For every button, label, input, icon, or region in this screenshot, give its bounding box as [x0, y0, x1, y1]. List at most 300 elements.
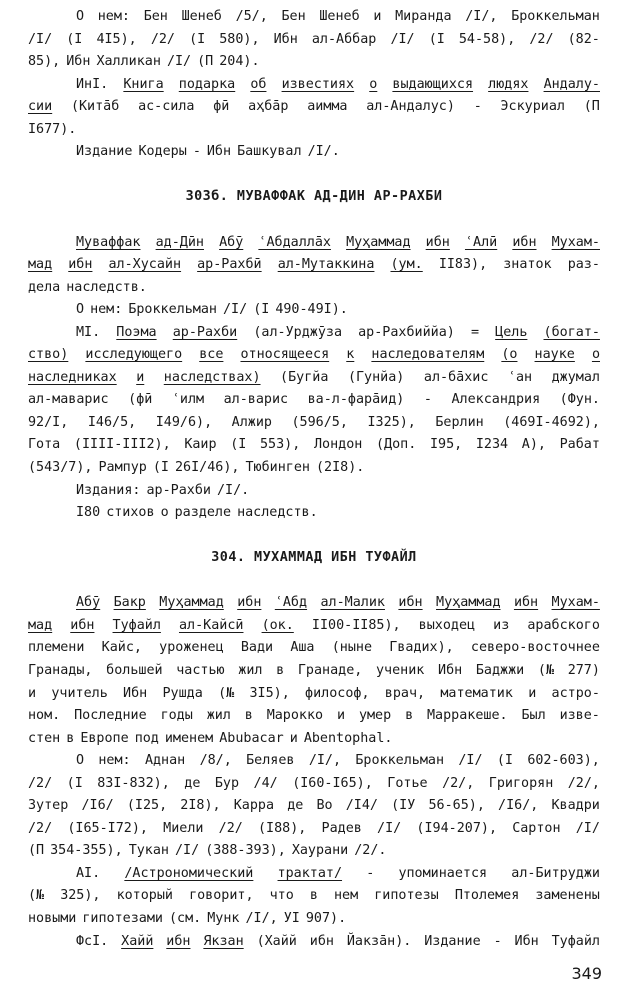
word: I677).	[28, 121, 77, 137]
word: ибн	[70, 617, 95, 633]
word: II83),	[438, 257, 488, 273]
word: арабского	[527, 617, 600, 633]
word: ал-варис	[223, 392, 289, 408]
word: А),	[521, 437, 546, 453]
word: ад-Дӣн	[155, 234, 204, 250]
word: (см.	[169, 911, 202, 926]
word: Сартон	[512, 820, 561, 836]
word: (ал-Урджӯза	[253, 324, 343, 340]
word: Abentophal.	[303, 730, 393, 746]
word: (I65-I72),	[67, 820, 148, 836]
word: (I	[66, 31, 83, 47]
word: 602-603),	[527, 753, 600, 769]
word: нем:	[97, 9, 130, 24]
word: ство)	[28, 347, 69, 363]
word: жил	[206, 708, 231, 724]
word: астро-	[551, 685, 600, 701]
text-line	[28, 51, 600, 73]
word: (ок.	[261, 617, 294, 633]
word: II00-II85),	[311, 617, 401, 633]
text-line	[28, 592, 600, 614]
word: 56-65),	[428, 798, 485, 814]
word: (Китāб	[70, 99, 120, 115]
word: ʿАбд	[274, 595, 308, 611]
word: Марокко	[266, 708, 324, 724]
word: мад	[28, 257, 53, 273]
word: (I60-I65),	[292, 775, 373, 791]
word: -	[473, 99, 482, 115]
word: /I4/	[345, 798, 378, 814]
word: Последние	[74, 708, 147, 724]
word: известиях	[281, 76, 355, 92]
word: (I25,	[126, 798, 168, 814]
word: Туфайл	[112, 617, 161, 633]
word: (о	[501, 347, 518, 363]
word: ар-Рахби	[172, 324, 238, 340]
word: Мухам-	[551, 234, 600, 250]
word: /I/,	[465, 9, 498, 24]
word: Во	[316, 798, 333, 814]
word: I49/6),	[155, 414, 213, 430]
word: врач,	[384, 685, 426, 701]
word: /I/	[223, 302, 248, 318]
blank-line	[28, 525, 600, 547]
word: Ибн	[66, 54, 91, 70]
text-line	[28, 322, 600, 344]
text-line	[28, 254, 600, 276]
word: о	[160, 505, 169, 521]
word: стен	[28, 730, 61, 746]
text-line	[28, 434, 600, 456]
word: что	[269, 888, 294, 904]
word: (2I8).	[316, 460, 365, 475]
text-line	[28, 818, 600, 840]
word: Миранда	[395, 9, 452, 24]
word: (№	[537, 662, 555, 678]
word: Поэма	[116, 324, 157, 340]
word: /2/.	[354, 843, 387, 859]
word: племени	[28, 640, 85, 656]
word: ʿАлӣ	[464, 234, 498, 250]
word: ал-Мутаккина	[277, 257, 375, 273]
word: джумал	[551, 369, 600, 385]
word: Берлин	[435, 414, 484, 430]
word: /I/.	[217, 482, 250, 498]
word: заменены	[535, 888, 600, 904]
word: о	[591, 347, 600, 363]
word: (П	[28, 843, 45, 859]
blank-line	[28, 209, 600, 231]
word: Готье	[387, 775, 428, 791]
word: ибн	[513, 595, 539, 611]
text-line	[28, 412, 600, 434]
word: ал-бāхиc	[423, 369, 489, 385]
text-line	[28, 750, 600, 772]
word: /2/	[28, 775, 53, 791]
word: /I/,	[308, 753, 342, 769]
word: ал-Кайсӣ	[178, 617, 244, 633]
word: Карра	[233, 798, 275, 814]
word: фӣ	[213, 99, 230, 115]
word: Туфайл	[551, 933, 600, 949]
text-line	[28, 480, 600, 502]
word: выдающихся	[392, 76, 474, 92]
word: /I/	[28, 31, 53, 47]
word: Аднан	[144, 753, 186, 769]
word: /I6/,	[498, 798, 539, 814]
word: Бакр	[113, 595, 146, 611]
word: (469I-4692),	[503, 414, 600, 430]
word: аимма	[307, 99, 348, 115]
word: Бур	[214, 775, 240, 791]
word: и	[373, 9, 382, 24]
word: новыми	[28, 911, 77, 926]
word: (П	[197, 54, 214, 70]
word: Мухам-	[551, 595, 600, 611]
text-line	[28, 344, 600, 366]
word: О	[76, 753, 85, 769]
text-line	[28, 660, 600, 682]
word: /2/	[218, 820, 243, 836]
word: 277)	[567, 662, 600, 678]
word: (IУ	[391, 798, 416, 814]
word: и	[528, 685, 537, 701]
word: ва-л-фарāид)	[307, 392, 405, 408]
text-line	[28, 931, 600, 953]
word: АI.	[76, 865, 101, 881]
word: (82-	[567, 31, 600, 47]
word: Мунк	[207, 911, 240, 926]
word: Броккельман	[355, 753, 445, 769]
word: =	[470, 324, 480, 340]
text-line	[28, 457, 600, 479]
word: (№	[218, 685, 235, 701]
word: Ибн	[438, 662, 463, 678]
word: и	[289, 730, 298, 746]
word: ар-Рахбӣ	[197, 257, 262, 273]
word: в	[244, 708, 253, 724]
word: ибн	[512, 234, 537, 250]
word: частью	[176, 662, 225, 678]
word: 580),	[219, 31, 260, 47]
word: Птолемея	[454, 888, 520, 904]
word: Башкувал	[237, 144, 302, 160]
text-line	[28, 885, 600, 907]
word: 85),	[28, 54, 61, 70]
word: О	[76, 9, 85, 24]
word: гипотезами	[82, 911, 163, 926]
word: гипотезы	[374, 888, 439, 904]
word: людях	[488, 76, 529, 92]
word: Ибн	[206, 144, 232, 160]
word: Якзан	[203, 933, 244, 949]
word: Броккельман	[128, 302, 217, 318]
word: /2/	[28, 820, 53, 836]
word: Хайй	[121, 933, 154, 949]
word: Тюбинген	[245, 460, 310, 475]
text-line	[28, 615, 600, 637]
text-line	[28, 119, 600, 141]
word: сии	[28, 99, 53, 115]
word: 204).	[219, 54, 260, 70]
word: 54-58),	[458, 31, 516, 47]
word: ибн	[166, 933, 191, 949]
word: трактат/	[277, 865, 343, 881]
word: в	[66, 730, 75, 746]
word: -	[366, 865, 375, 881]
word: (I	[189, 31, 206, 47]
word: Ибн	[514, 933, 539, 949]
word: Зутер	[28, 798, 69, 814]
word: большей	[106, 662, 163, 678]
text-line	[28, 389, 600, 411]
word: Abubacar	[219, 730, 284, 746]
word: /2/	[529, 31, 554, 47]
word: в	[309, 888, 318, 904]
word: Муҳаммад	[159, 595, 224, 611]
word: ʿАбдаллāх	[258, 234, 331, 250]
text-line	[28, 141, 600, 163]
word: 83I-832),	[97, 775, 170, 791]
word: (ум.	[390, 257, 423, 273]
text-line	[28, 728, 600, 750]
text-line	[28, 367, 600, 389]
word: Григорян	[488, 775, 554, 791]
word: Баджжи	[475, 662, 525, 678]
word: де	[287, 798, 304, 814]
page-number: 349	[571, 964, 602, 983]
word: (богат-	[543, 324, 600, 340]
word: (I94-207),	[416, 820, 498, 836]
word: (Доп.	[376, 437, 417, 453]
word: наследователям	[371, 347, 485, 363]
word: УI	[283, 911, 300, 926]
word: /I/	[458, 753, 483, 769]
word: Гранады,	[28, 662, 93, 678]
word: (596/5,	[291, 414, 348, 430]
word: (543/7),	[28, 460, 93, 475]
word: /2/	[150, 31, 175, 47]
word: /Астрономический	[124, 865, 254, 881]
section-heading: 303б. МУВАФФАК АД-ДИН АР-РАХБИ	[185, 189, 443, 205]
word: Ибн	[123, 685, 148, 701]
word: жил	[238, 662, 263, 678]
word: (Гунйа)	[347, 369, 405, 385]
text-line	[28, 74, 600, 96]
word: Хаурани	[291, 843, 349, 859]
word: знаток	[503, 257, 552, 273]
word: наследниках	[28, 369, 117, 385]
word: ар-Рахби	[146, 482, 211, 498]
word: -	[423, 392, 432, 408]
word: наследствах)	[163, 369, 261, 385]
word: (фӣ	[128, 392, 153, 408]
word: Абӯ	[219, 234, 244, 250]
word: Бен	[143, 9, 168, 24]
word: Йакзāн).	[346, 933, 412, 949]
word: ас-сила	[138, 99, 195, 115]
word: I46/5,	[87, 414, 137, 430]
word: /I/	[390, 31, 415, 47]
word: (I	[152, 460, 169, 475]
word: выходец	[418, 617, 476, 633]
word: ибн	[68, 257, 93, 273]
word: упоминается	[398, 865, 488, 881]
word: об	[250, 76, 267, 92]
word: Шенеб	[319, 9, 360, 24]
word: -	[493, 933, 502, 949]
word: Миели	[163, 820, 204, 836]
word: I95,	[429, 437, 463, 453]
word: наследств.	[237, 505, 318, 521]
word: ИнI.	[76, 76, 109, 92]
word: северо-восточнее	[470, 640, 600, 656]
text-line	[28, 863, 600, 885]
word: /I6/	[81, 798, 114, 814]
word: /8/,	[199, 753, 232, 769]
text-line	[28, 773, 600, 795]
word: учитель	[51, 685, 108, 701]
word: 2I8),	[180, 798, 221, 814]
word: ученик	[376, 662, 425, 678]
word: /I/.	[307, 144, 340, 160]
word: (П	[583, 99, 600, 115]
text-line	[28, 232, 600, 254]
word: Цель	[495, 324, 528, 340]
word: ибн	[237, 595, 262, 611]
word: наследств.	[66, 279, 147, 295]
word: Каир	[184, 437, 217, 453]
word: ʿилм	[171, 392, 205, 408]
word: в	[405, 708, 414, 724]
word: 354-355),	[50, 843, 123, 859]
word: I325),	[367, 414, 416, 430]
word: нем:	[90, 302, 123, 318]
word: Муҳаммад	[436, 595, 501, 611]
word: (Бугйа	[280, 369, 329, 385]
word: (I	[428, 31, 445, 47]
text-line	[28, 637, 600, 659]
word: Гвадих),	[389, 640, 454, 656]
word: Муҳаммад	[346, 234, 411, 250]
word: (I	[496, 753, 513, 769]
word: 92/I,	[28, 414, 69, 430]
word: Муваффак	[76, 234, 141, 250]
word: умер	[358, 708, 392, 724]
word: к	[346, 347, 355, 363]
word: Гранаде,	[297, 662, 363, 678]
word: /I/,	[245, 911, 278, 926]
word: Европе	[80, 730, 129, 746]
word: Абӯ	[76, 595, 101, 611]
word: Лондон	[313, 437, 363, 453]
text-line	[28, 502, 600, 524]
word: который	[116, 888, 173, 904]
word: /I/	[175, 843, 200, 859]
word: науке	[534, 347, 575, 363]
word: /5/,	[235, 9, 268, 24]
word: в	[276, 662, 285, 678]
word: Ибн	[273, 31, 298, 47]
word: О	[76, 302, 85, 318]
word: Издание	[76, 144, 133, 160]
word: и	[337, 708, 346, 724]
word: 3I5),	[249, 685, 290, 701]
word: (Хайй	[256, 933, 297, 949]
word: ал-Битруджи	[511, 865, 600, 881]
word: МI.	[76, 324, 101, 340]
word: (Фун.	[559, 392, 600, 408]
text-line	[28, 277, 600, 299]
word: 907).	[305, 911, 347, 926]
word: ал-Малик	[320, 595, 385, 611]
word: Книга	[123, 76, 164, 92]
word: математик	[440, 685, 513, 701]
word: о	[369, 76, 378, 92]
word: (388-393),	[205, 843, 286, 859]
text-line	[28, 299, 600, 321]
word: Бен	[281, 9, 306, 24]
word: разделе	[174, 505, 232, 521]
word: ФсI.	[76, 933, 109, 949]
word: /2/,	[442, 775, 475, 791]
word: Издание	[424, 933, 481, 949]
word: 26I/46),	[175, 460, 240, 475]
word: мад	[28, 617, 53, 633]
word: I80	[76, 505, 101, 521]
word: Вади	[240, 640, 274, 656]
word: (I	[230, 437, 247, 453]
word: Аша	[290, 640, 315, 656]
word: Эскуриал	[500, 99, 565, 115]
word: говорит,	[189, 888, 254, 904]
word: /2/,	[567, 775, 600, 791]
blank-line	[28, 570, 600, 592]
word: Гота	[28, 437, 61, 453]
word: Марракеше.	[427, 708, 508, 724]
word: Рабат	[559, 437, 600, 453]
word: 490-49I).	[275, 302, 348, 318]
word: аҳбāр	[248, 99, 289, 115]
word: де	[184, 775, 201, 791]
word: ибн	[398, 595, 423, 611]
word: ал-Андалус)	[366, 99, 455, 115]
word: нем:	[98, 753, 131, 769]
word: /4/	[253, 775, 278, 791]
word: именем	[164, 730, 214, 746]
word: Издания:	[76, 482, 141, 498]
word: относящееся	[240, 347, 330, 363]
word: Беляев	[246, 753, 295, 769]
text-line	[28, 683, 600, 705]
word: ал-маваpис	[28, 392, 109, 408]
word: ал-Аббар	[311, 31, 377, 47]
word: (I88),	[258, 820, 307, 836]
word: ал-Хусайн	[108, 257, 182, 273]
word: Алжир	[231, 414, 272, 430]
word: дела	[28, 279, 61, 295]
text-line	[28, 840, 600, 862]
word: Был	[521, 708, 546, 724]
word: годы	[160, 708, 193, 724]
word: ʿан	[507, 369, 533, 385]
word: ибн	[425, 234, 450, 250]
word: (I	[253, 302, 270, 318]
word: из	[493, 617, 510, 633]
word: все	[199, 347, 224, 363]
word: изве-	[559, 708, 600, 724]
word: 325),	[60, 888, 101, 904]
